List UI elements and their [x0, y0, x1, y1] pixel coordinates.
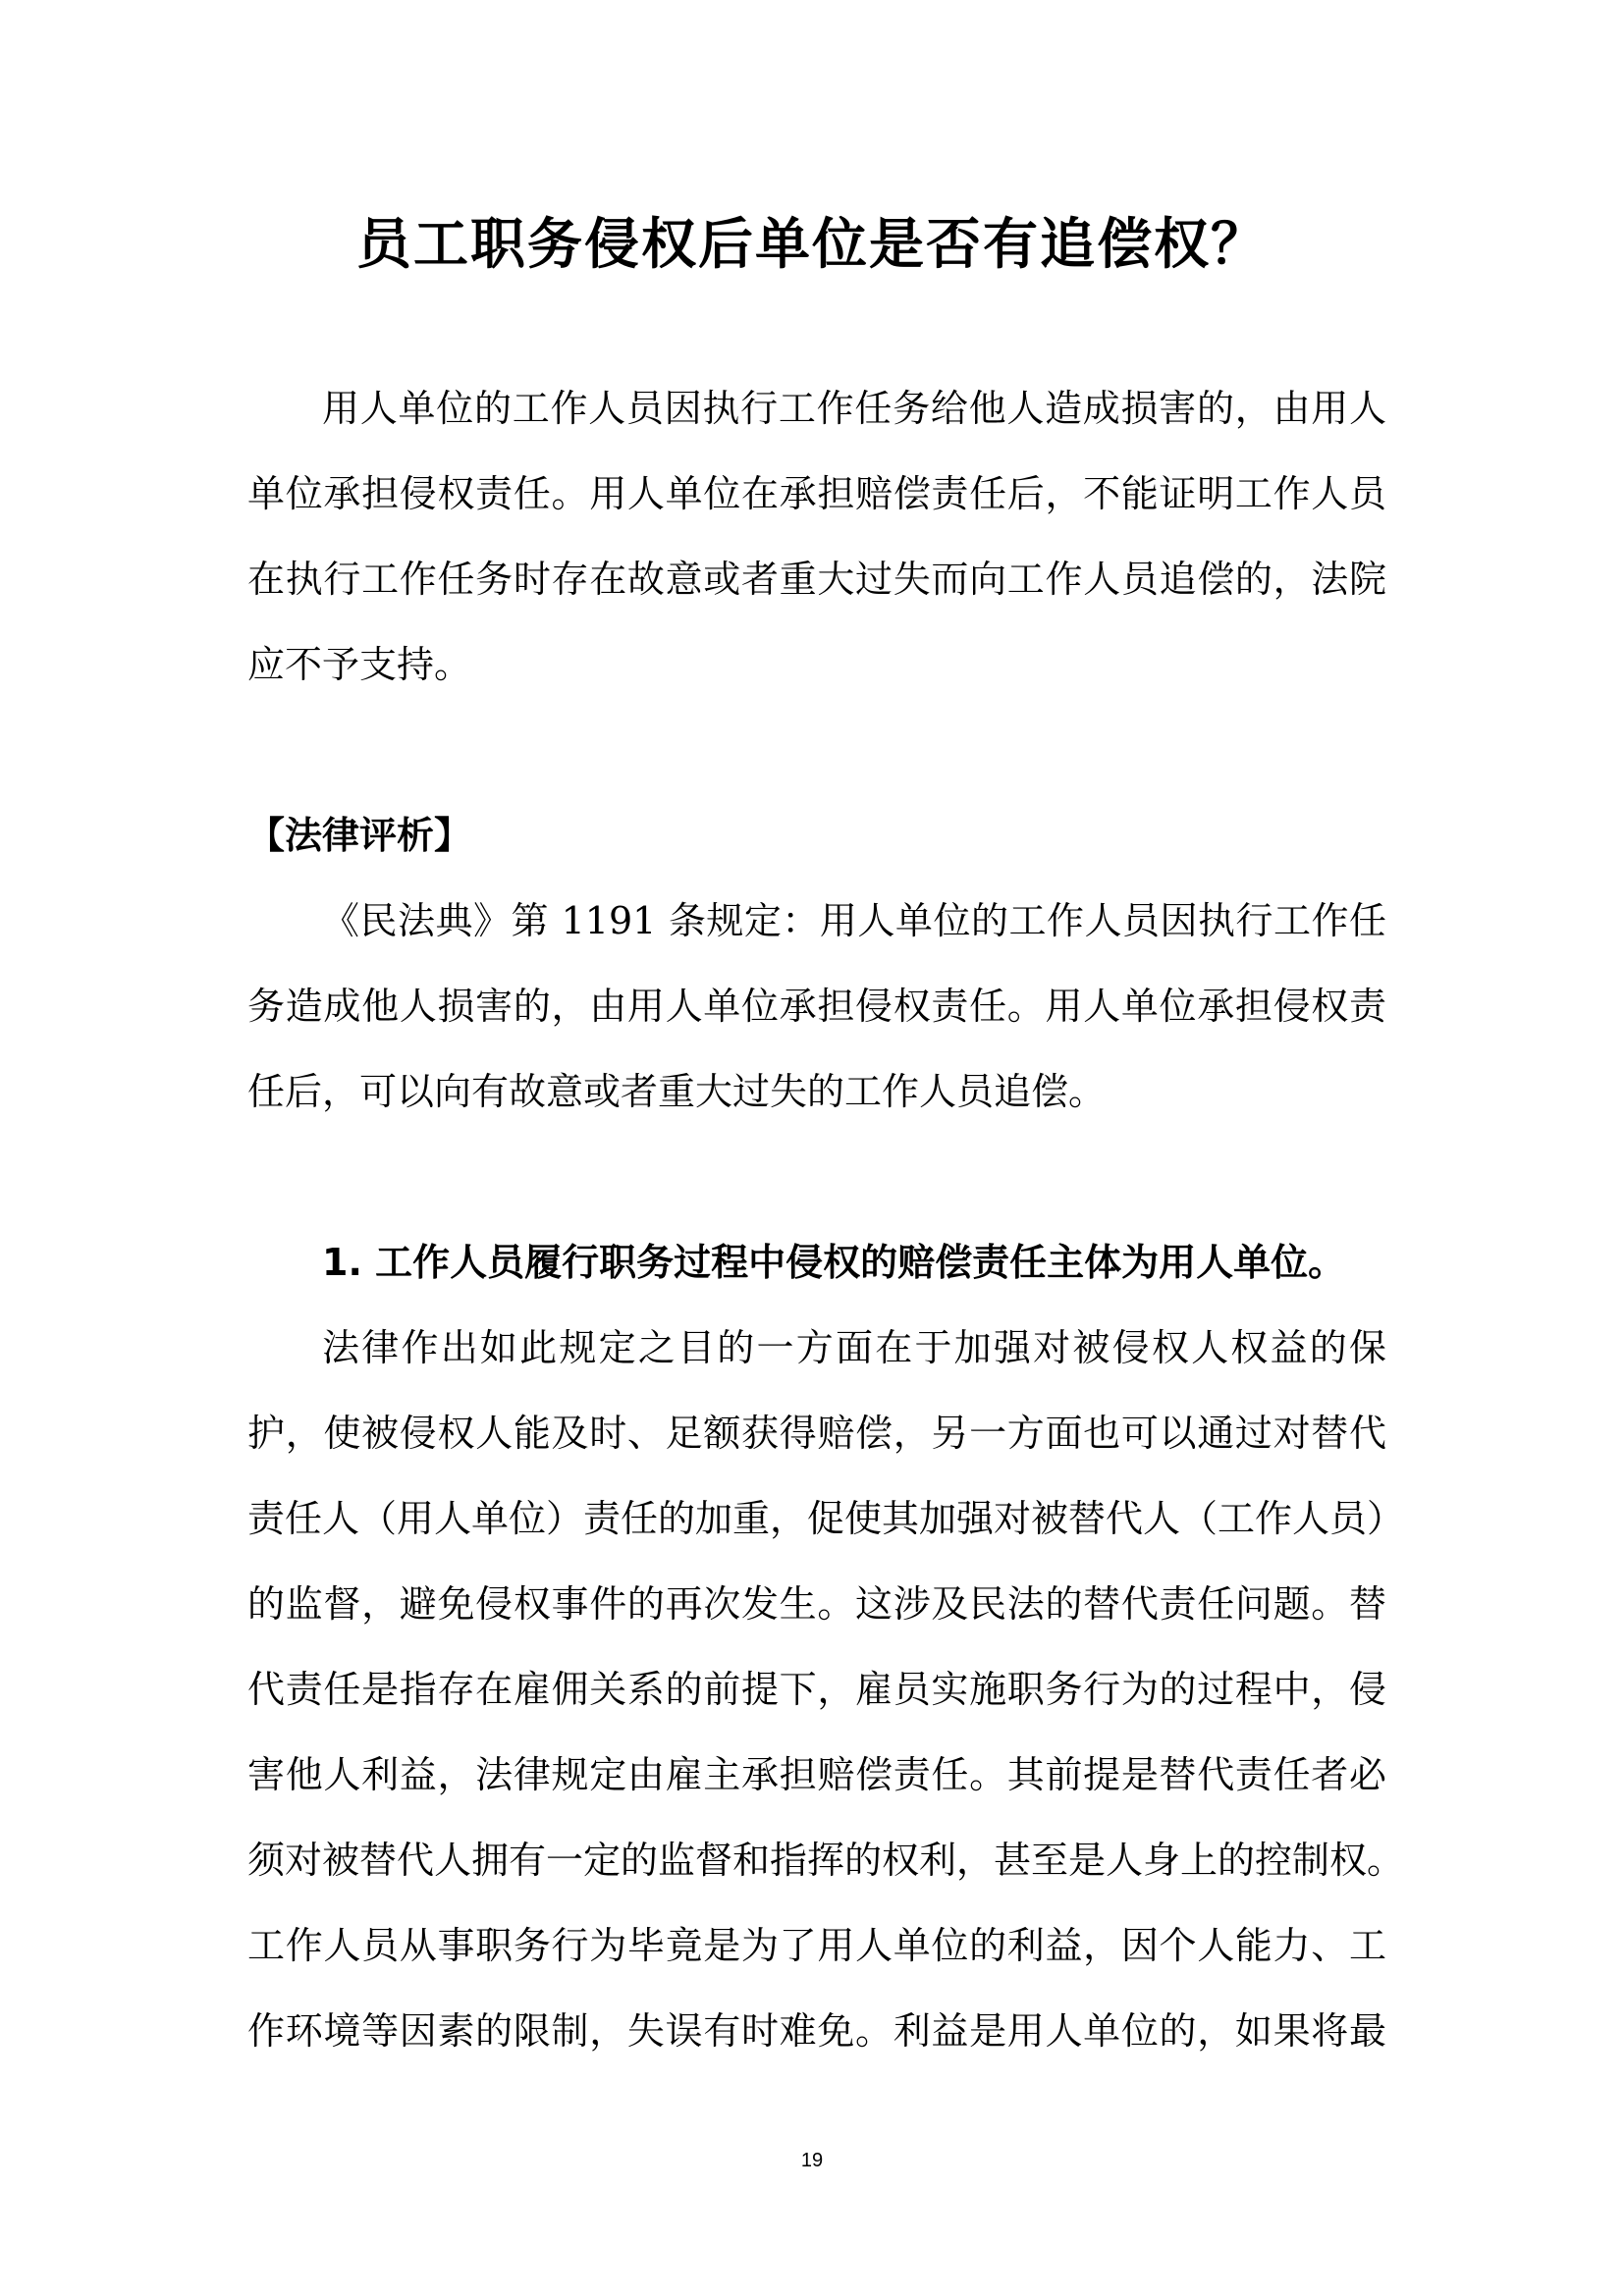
paragraph-line: 法律作出如此规定之目的一方面在于加强对被侵权人权益的保 — [322, 1326, 1386, 1369]
paragraph-line: 护，使被侵权人能及时、足额获得赔偿，另一方面也可以通过对替代 — [247, 1412, 1386, 1455]
paragraph-line: 用人单位的工作人员因执行工作任务给他人造成损害的，由用人 — [322, 387, 1386, 430]
paragraph-line: 单位承担侵权责任。用人单位在承担赔偿责任后，不能证明工作人员 — [247, 472, 1386, 515]
paragraph-line: 责任人（用人单位）责任的加重，促使其加强对被替代人（工作人员） — [247, 1497, 1405, 1540]
paragraph-line: 应不予支持。 — [247, 643, 472, 686]
paragraph-line: 任后，可以向有故意或者重大过失的工作人员追偿。 — [247, 1070, 1107, 1113]
paragraph-line: 须对被替代人拥有一定的监督和指挥的权利，甚至是人身上的控制权。 — [247, 1839, 1405, 1882]
paragraph-line: 在执行工作任务时存在故意或者重大过失而向工作人员追偿的，法院 — [247, 558, 1386, 601]
paragraph-line: 《民法典》第 1191 条规定：用人单位的工作人员因执行工作任 — [322, 899, 1386, 942]
paragraph-line: 作环境等因素的限制，失误有时难免。利益是用人单位的，如果将最 — [247, 2009, 1386, 2053]
paragraph-line: 务造成他人损害的，由用人单位承担侵权责任。用人单位承担侵权责 — [247, 985, 1386, 1028]
section-heading-legal-analysis: 【法律评析】 — [247, 814, 472, 857]
paragraph-line: 工作人员从事职务行为毕竟是为了用人单位的利益，因个人能力、工 — [247, 1924, 1386, 1967]
page-title: 员工职务侵权后单位是否有追偿权？ — [356, 213, 1268, 277]
numbered-heading-1: 1. 工作人员履行职务过程中侵权的赔偿责任主体为用人单位。 — [322, 1241, 1346, 1284]
page-number: 19 — [800, 2150, 824, 2171]
paragraph-line: 害他人利益，法律规定由雇主承担赔偿责任。其前提是替代责任者必 — [247, 1753, 1386, 1796]
paragraph-line: 代责任是指存在雇佣关系的前提下，雇员实施职务行为的过程中，侵 — [247, 1668, 1386, 1711]
paragraph-line: 的监督，避免侵权事件的再次发生。这涉及民法的替代责任问题。替 — [247, 1582, 1386, 1626]
